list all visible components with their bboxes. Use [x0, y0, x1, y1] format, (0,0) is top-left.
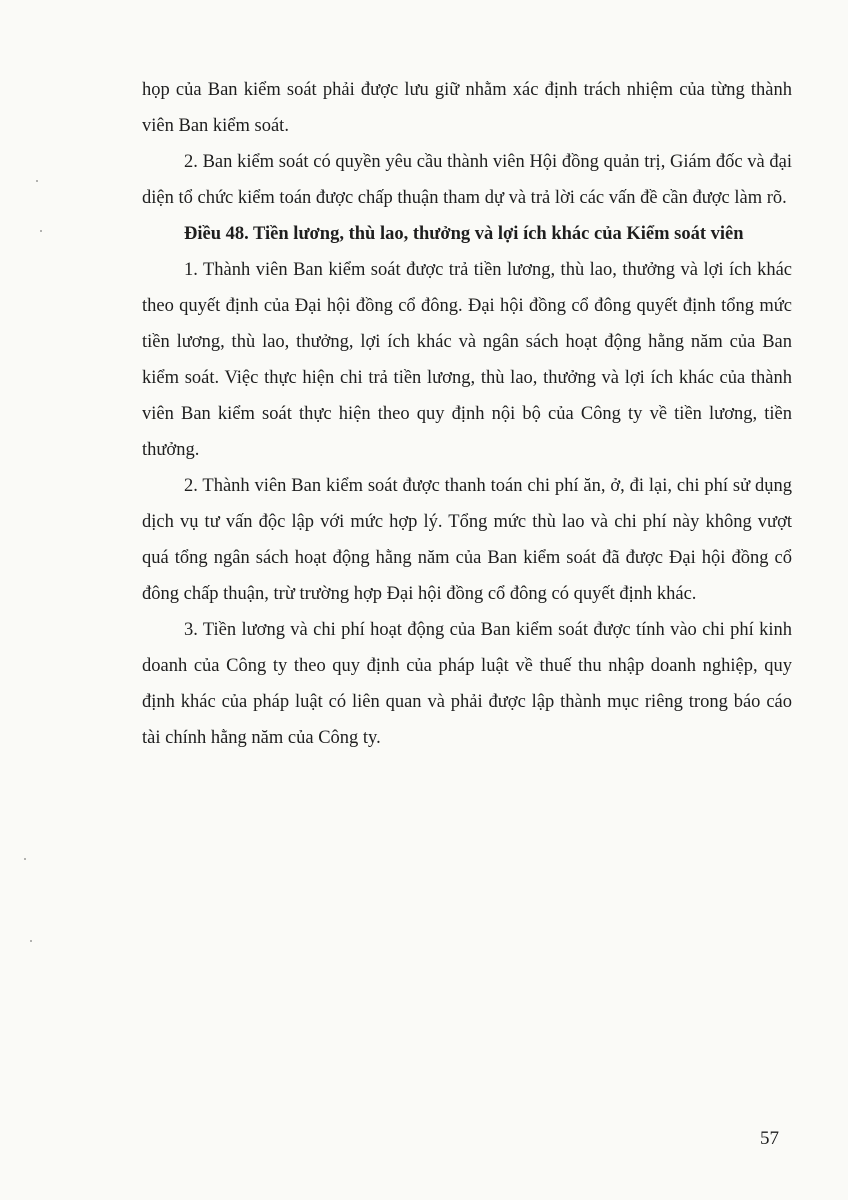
scan-speck: [30, 940, 32, 942]
article-clause-3: 3. Tiền lương và chi phí hoạt động của Ban kiểm soát được tính vào chi phí kinh doanh của Công ty theo quy định của pháp luật về thuế thu nhập doanh nghiệp, quy định khác của pháp luật có liên quan và phải được lập thành mục riêng trong báo cáo tài chính hằng năm của Công ty.: [142, 620, 792, 748]
scan-speck: [40, 230, 42, 232]
scan-speck: [24, 858, 26, 860]
paragraph-clause-2: 2. Ban kiểm soát có quyền yêu cầu thành viên Hội đồng quản trị, Giám đốc và đại diện tổ chức kiểm toán được chấp thuận tham dự và trả lời các vấn đề cần được làm rõ.: [142, 152, 792, 208]
article-clause-2: 2. Thành viên Ban kiểm soát được thanh toán chi phí ăn, ở, đi lại, chi phí sử dụng dịch vụ tư vấn độc lập với mức hợp lý. Tổng mức thù lao và chi phí này không vượt quá tổng ngân sách hoạt động hằng năm của Ban kiểm soát đã được Đại hội đồng cổ đông chấp thuận, trừ trường hợp Đại hội đồng cổ đông có quyết định khác.: [142, 476, 792, 604]
scan-speck: [36, 180, 38, 182]
article-clause-1: 1. Thành viên Ban kiểm soát được trả tiền lương, thù lao, thưởng và lợi ích khác theo quyết định của Đại hội đồng cổ đông. Đại hội đồng cổ đông quyết định tổng mức tiền lương, thù lao, thưởng, lợi ích khác và ngân sách hoạt động hằng năm của Ban kiểm soát. Việc thực hiện chi trả tiền lương, thù lao, thưởng và lợi ích khác của thành viên Ban kiểm soát thực hiện theo quy định nội bộ của Công ty về tiền lương, tiền thưởng.: [142, 260, 792, 460]
article-heading: Điều 48. Tiền lương, thù lao, thưởng và lợi ích khác của Kiểm soát viên: [184, 224, 744, 244]
document-body: [142, 72, 792, 756]
paragraph-continuation: họp của Ban kiểm soát phải được lưu giữ nhằm xác định trách nhiệm của từng thành viên Ban kiểm soát.: [142, 80, 792, 136]
page-number: 57: [760, 1128, 779, 1149]
